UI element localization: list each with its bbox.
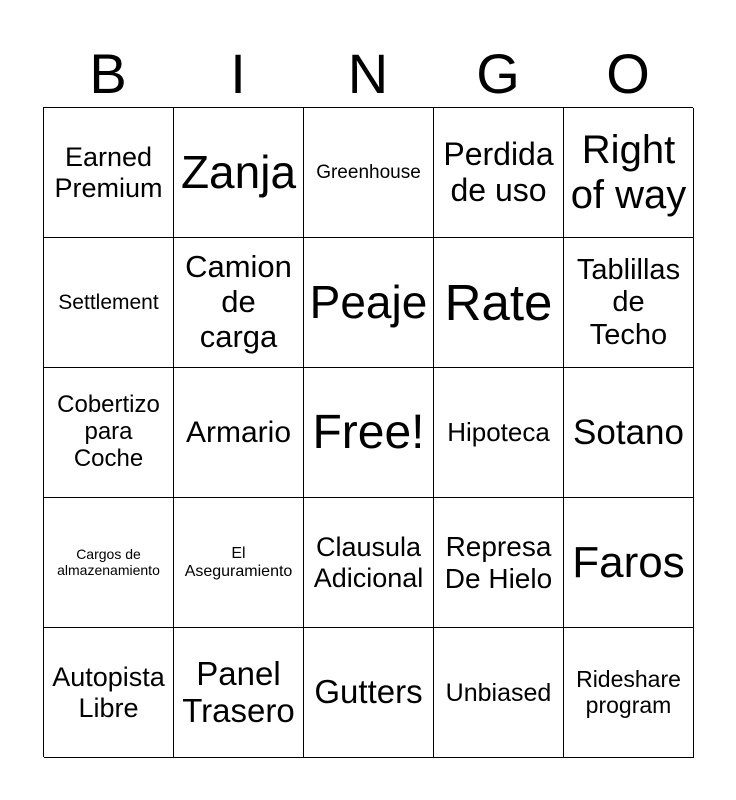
bingo-cell-o2[interactable] — [564, 238, 694, 368]
bingo-cell-n4[interactable] — [304, 498, 434, 628]
bingo-cell-label: Panel Trasero — [182, 654, 295, 729]
bingo-cell-label: Settlement — [58, 290, 159, 314]
bingo-cell-label: Tablillas de Techo — [576, 253, 681, 351]
bingo-cell-label: Cargos de almazenamiento — [57, 545, 160, 578]
bingo-cell-i2[interactable] — [174, 238, 304, 368]
bingo-cell-n5[interactable] — [304, 628, 434, 758]
bingo-cell-o1[interactable] — [564, 108, 694, 238]
bingo-cell-b4[interactable] — [44, 498, 174, 628]
bingo-cell-b3[interactable] — [44, 368, 174, 498]
bingo-cell-label: Hipoteca — [447, 416, 550, 447]
bingo-cell-label: Rideshare program — [576, 665, 681, 718]
header-letter-o: O — [606, 42, 650, 105]
bingo-cell-i4[interactable] — [174, 498, 304, 628]
bingo-cell-label: Camion de carga — [185, 249, 292, 354]
bingo-cell-label: El Aseguramiento — [184, 544, 293, 580]
bingo-cell-label: Clausula Adicional — [313, 532, 424, 593]
bingo-cell-label: Perdida de uso — [443, 135, 554, 208]
free-space-cell[interactable] — [304, 368, 434, 498]
bingo-cell-label: Armario — [185, 415, 291, 449]
header-letter-b: B — [89, 42, 127, 105]
bingo-cell-label: Rate — [444, 273, 553, 331]
bingo-cell-label: Autopista Libre — [52, 662, 165, 723]
bingo-cell-i5[interactable] — [174, 628, 304, 758]
bingo-cell-label: Earned Premium — [54, 142, 163, 203]
header-letter-n: N — [347, 42, 389, 105]
bingo-cell-i3[interactable] — [174, 368, 304, 498]
bingo-cell-n2[interactable] — [304, 238, 434, 368]
bingo-header — [43, 40, 693, 108]
bingo-cell-o5[interactable] — [564, 628, 694, 758]
bingo-cell-label: Greenhouse — [316, 161, 421, 183]
bingo-cell-label: Gutters — [314, 673, 423, 711]
bingo-cell-b1[interactable] — [44, 108, 174, 238]
bingo-cell-label: Free! — [312, 405, 425, 459]
bingo-cell-g4[interactable] — [434, 498, 564, 628]
header-letter-g: G — [476, 42, 520, 105]
bingo-cell-n1[interactable] — [304, 108, 434, 238]
bingo-cell-label: Sotano — [573, 412, 684, 452]
bingo-cell-g2[interactable] — [434, 238, 564, 368]
bingo-cell-g5[interactable] — [434, 628, 564, 758]
bingo-card-grid — [43, 107, 693, 757]
bingo-cell-b2[interactable] — [44, 238, 174, 368]
bingo-cell-label: Peaje — [309, 275, 428, 328]
bingo-cell-label: Zanja — [180, 145, 297, 198]
bingo-cell-label: Represa De Hielo — [444, 531, 553, 594]
bingo-cell-label: Right of way — [570, 127, 687, 217]
bingo-cell-o3[interactable] — [564, 368, 694, 498]
bingo-cell-b5[interactable] — [44, 628, 174, 758]
header-letter-i: I — [230, 42, 246, 105]
bingo-cell-o4[interactable] — [564, 498, 694, 628]
bingo-cell-label: Unbiased — [445, 678, 552, 707]
bingo-cell-g1[interactable] — [434, 108, 564, 238]
bingo-cell-i1[interactable] — [174, 108, 304, 238]
bingo-cell-label: Faros — [572, 537, 685, 587]
bingo-cell-label: Cobertizo para Coche — [57, 391, 160, 472]
bingo-cell-g3[interactable] — [434, 368, 564, 498]
